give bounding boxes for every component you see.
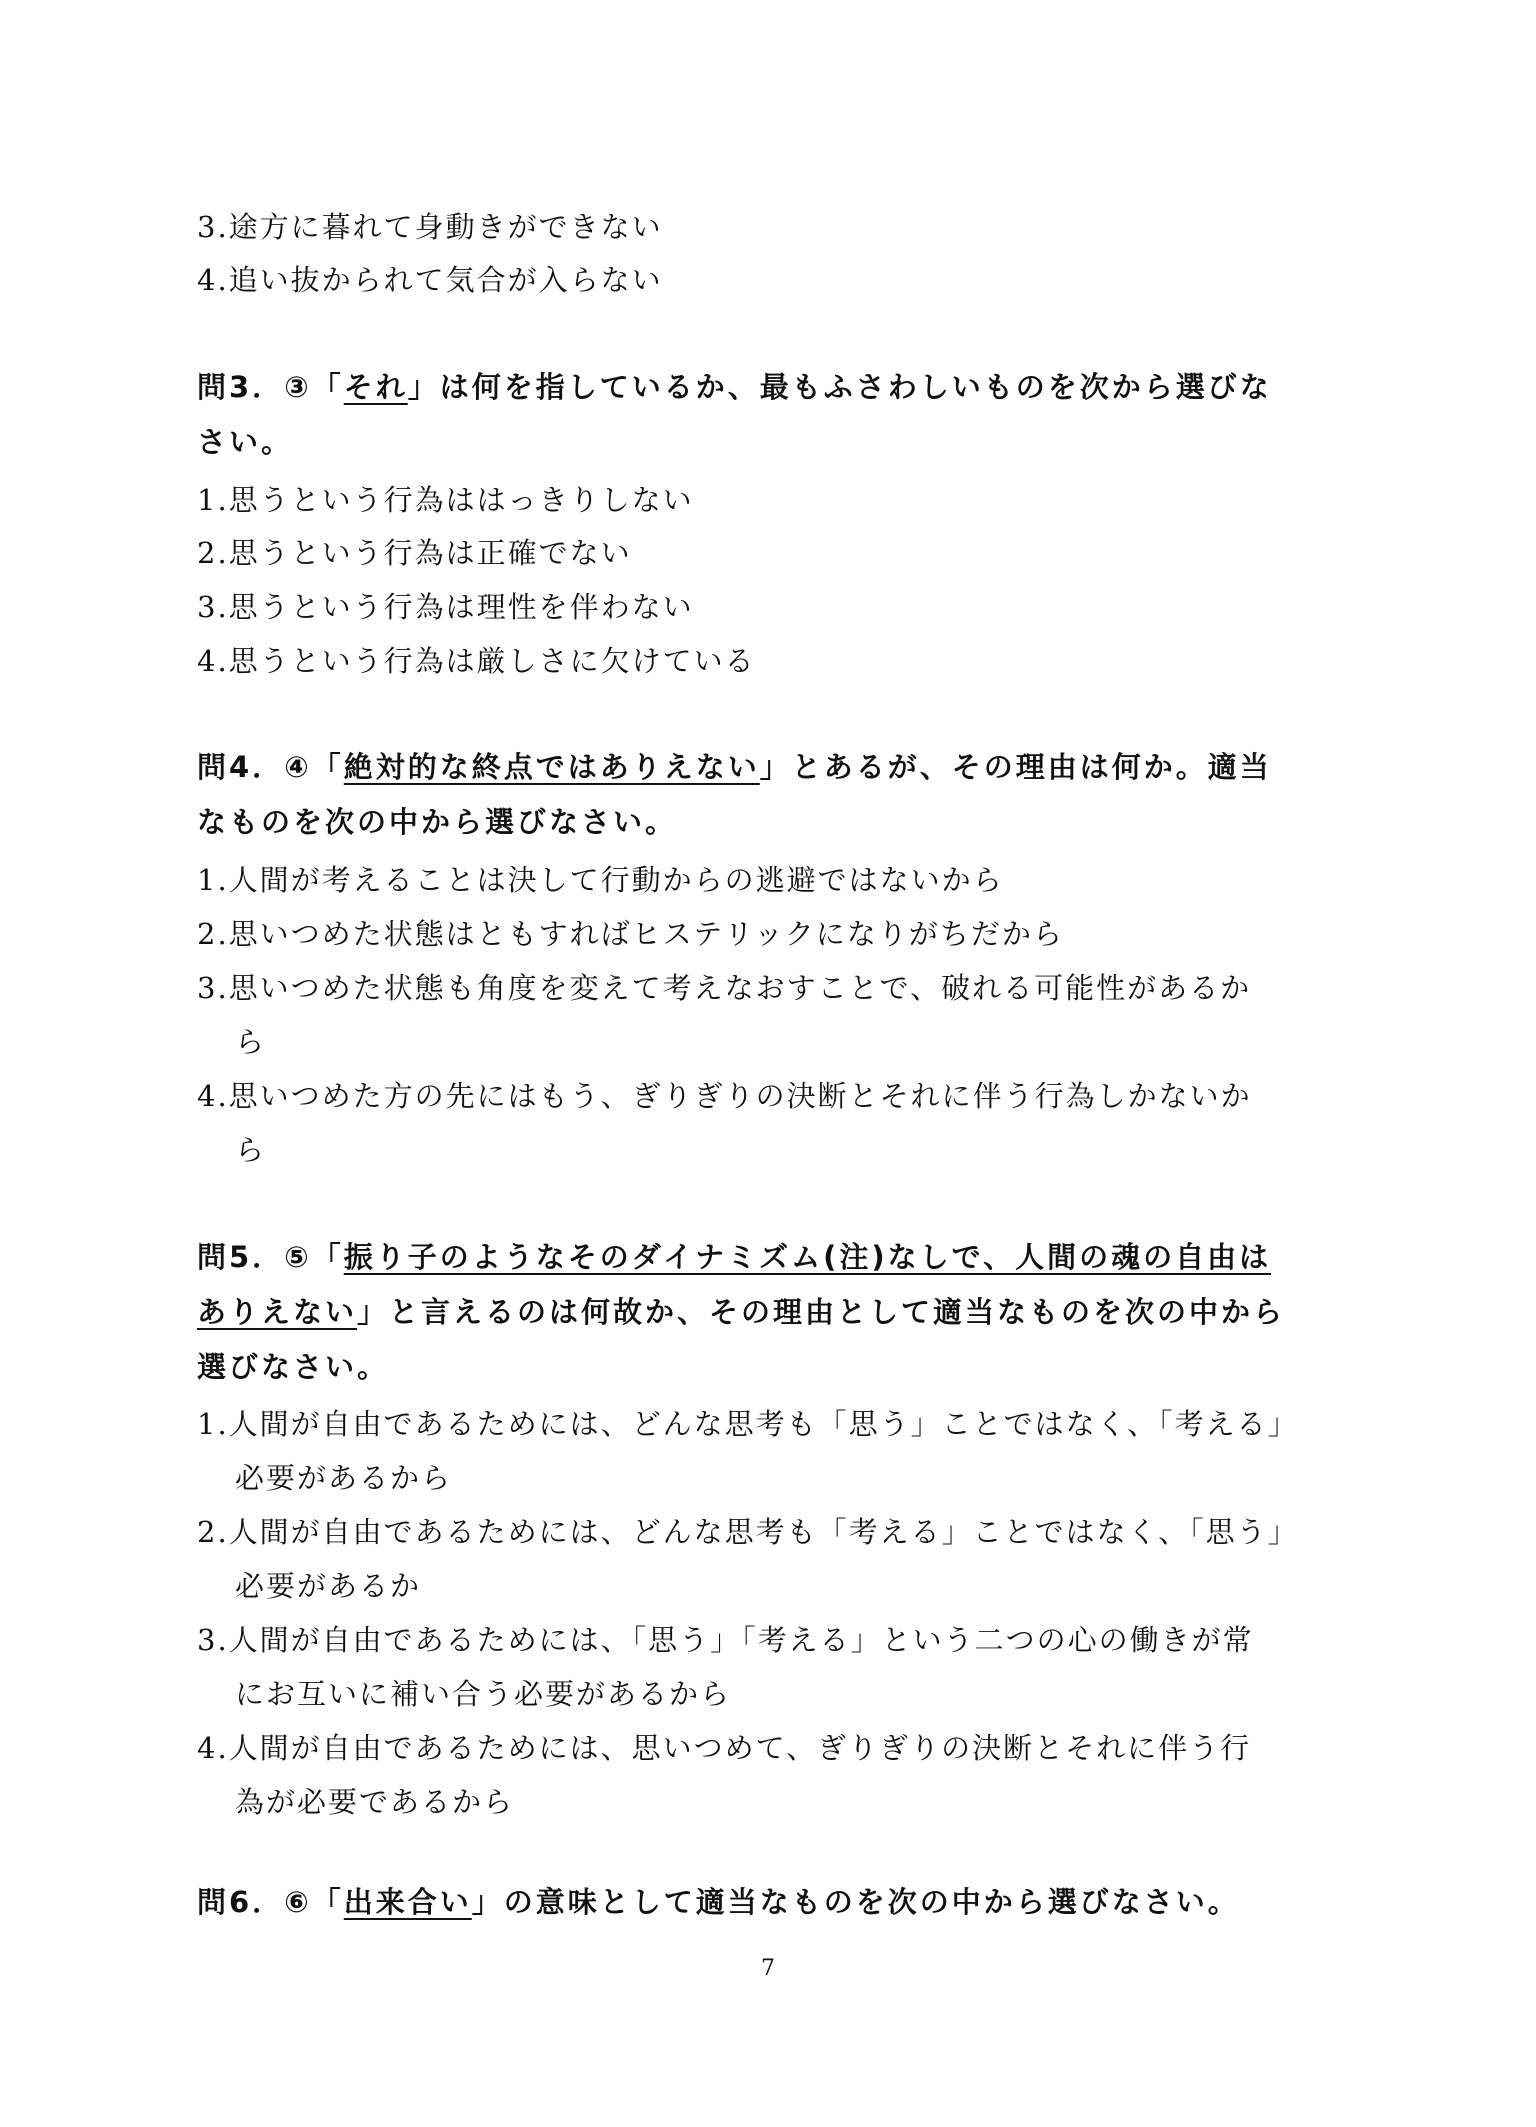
option-text-cont: 必要があるか [235,1569,422,1603]
option-text: 2.人間が自由であるためには、どんな思考も「考える」ことではなく、「思う」 [197,1515,1299,1549]
option-text: 3.思うという行為は理性を伴わない [197,590,694,624]
option-text-cont: ら [235,1025,267,1059]
option-text: 3.人間が自由であるためには、「思う」「考える」という二つの心の働きが常 [197,1623,1254,1657]
underlined-phrase: 出来合い [343,1885,472,1919]
option-text: 4.人間が自由であるためには、思いつめて、ぎりぎりの決断とそれに伴う行 [197,1731,1252,1765]
underlined-phrase: 振り子のようなそのダイナミズム(注)なしで、人間の魂の自由は [343,1240,1272,1274]
underlined-phrase: 絶対的な終点ではありえない [343,750,760,784]
option-text-cont: ら [235,1133,267,1167]
question-4-heading: 問4．④「絶対的な終点ではありえない」とあるが、その理由は何か。適当 [197,750,1272,784]
option-text: 2.思いつめた状態はともすればヒステリックになりがちだから [197,917,1064,951]
option-text: 4.思いつめた方の先にはもう、ぎりぎりの決断とそれに伴う行為しかないか [197,1079,1252,1113]
option-text: 4.思うという行為は厳しさに欠けている [197,644,756,678]
option-text: 1.思うという行為ははっきりしない [197,483,694,517]
option-text: 1.人間が考えることは決して行動からの逃避ではないから [197,863,1004,897]
underlined-phrase: ありえない [197,1295,358,1329]
option-text-cont: 為が必要であるから [235,1785,515,1819]
question-5-heading-cont: ありえない」と言えるのは何故か、その理由として適当なものを次の中から [197,1295,1286,1329]
underlined-phrase: それ [343,370,408,404]
option-text: 1.人間が自由であるためには、どんな思考も「思う」ことではなく、「考える」 [197,1407,1299,1441]
question-5-heading-cont: 選びなさい。 [197,1350,390,1384]
question-6-heading: 問6．⑥「出来合い」の意味として適当なものを次の中から選びなさい。 [197,1885,1240,1919]
question-5-heading: 問5．⑤「振り子のようなそのダイナミズム(注)なしで、人間の魂の自由は [197,1240,1272,1274]
option-text: 2.思うという行為は正確でない [197,536,632,570]
question-3-heading-cont: さい。 [197,425,294,459]
option-text-cont: にお互いに補い合う必要があるから [235,1677,732,1711]
option-text: 3.思いつめた状態も角度を変えて考えなおすことで、破れる可能性があるか [197,971,1252,1005]
question-4-heading-cont: なものを次の中から選びなさい。 [197,805,678,839]
question-3-heading: 問3．③「それ」は何を指しているか、最もふさわしいものを次から選びな [197,370,1272,404]
page-number: 7 [761,1956,775,1981]
option-text: 4.追い抜かられて気合が入らない [197,263,663,297]
option-text: 3.途方に暮れて身動きができない [197,210,663,244]
option-text-cont: 必要があるから [235,1461,453,1495]
